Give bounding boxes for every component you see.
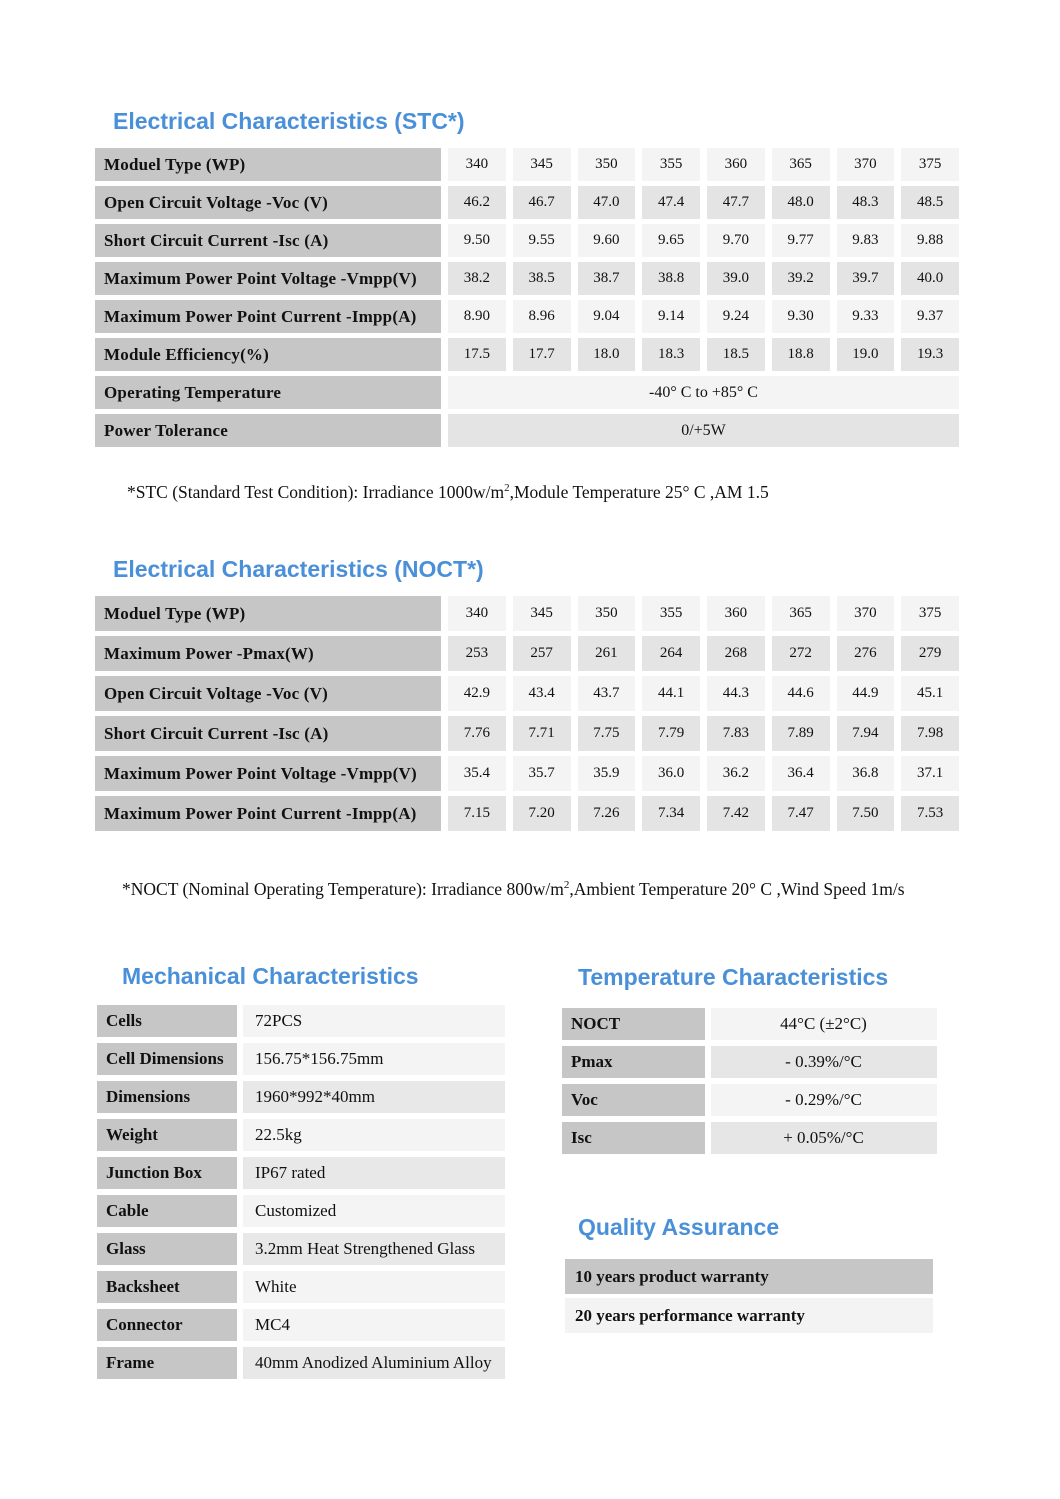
- value-cell: 7.34: [642, 796, 700, 831]
- value-cell: 35.4: [448, 756, 506, 791]
- table-row: [95, 796, 959, 831]
- value-cell: 36.4: [772, 756, 830, 791]
- value-cell: 43.7: [578, 676, 636, 711]
- table-row: [95, 148, 959, 181]
- value-cell: 19.0: [837, 338, 895, 371]
- value-cell: 7.76: [448, 716, 506, 751]
- value-cell: 48.5: [901, 186, 959, 219]
- row-label: Short Circuit Current -Isc (A): [95, 716, 441, 751]
- value-cell-spanned: -40° C to +85° C: [448, 376, 959, 409]
- value-cell: 7.50: [837, 796, 895, 831]
- noct-table: [88, 591, 966, 836]
- noct-footnote: [122, 879, 905, 900]
- value-cell: - 0.29%/°C: [711, 1084, 937, 1116]
- value-cell: 42.9: [448, 676, 506, 711]
- row-label: Frame: [97, 1347, 237, 1379]
- value-cell: 7.71: [513, 716, 571, 751]
- value-cell: 365: [772, 148, 830, 181]
- value-cell: Customized: [243, 1195, 505, 1227]
- value-cell: 38.2: [448, 262, 506, 295]
- row-label: Maximum Power Point Current -Impp(A): [95, 796, 441, 831]
- value-cell: 350: [578, 148, 636, 181]
- value-cell: 7.53: [901, 796, 959, 831]
- value-cell: IP67 rated: [243, 1157, 505, 1189]
- value-cell: 45.1: [901, 676, 959, 711]
- value-cell: 43.4: [513, 676, 571, 711]
- table-row: [95, 676, 959, 711]
- table-row: [562, 1084, 937, 1116]
- value-cell: 253: [448, 636, 506, 671]
- row-label: Maximum Power Point Voltage -Vmpp(V): [95, 262, 441, 295]
- value-cell: 8.90: [448, 300, 506, 333]
- noct-footnote-sup: 2: [563, 879, 570, 892]
- value-cell: 9.37: [901, 300, 959, 333]
- row-label: Voc: [562, 1084, 705, 1116]
- value-cell: 48.3: [837, 186, 895, 219]
- row-label: Junction Box: [97, 1157, 237, 1189]
- value-cell: 40mm Anodized Aluminium Alloy: [243, 1347, 505, 1379]
- noct-footnote-text: *NOCT (Nominal Operating Temperature): Irradiance 800w/m: [122, 879, 564, 899]
- value-cell: 47.4: [642, 186, 700, 219]
- table-row: [95, 300, 959, 333]
- row-label: Isc: [562, 1122, 705, 1154]
- table-row: [97, 1157, 505, 1189]
- stc-section-title: Electrical Characteristics (STC*): [113, 108, 465, 134]
- row-label: Moduel Type (WP): [95, 596, 441, 631]
- value-cell: 17.7: [513, 338, 571, 371]
- value-cell: 360: [707, 148, 765, 181]
- value-cell: 39.7: [837, 262, 895, 295]
- row-label: Open Circuit Voltage -Voc (V): [95, 186, 441, 219]
- value-cell: 9.14: [642, 300, 700, 333]
- value-cell: 345: [513, 596, 571, 631]
- value-cell: 38.8: [642, 262, 700, 295]
- temperature-section-title: Temperature Characteristics: [578, 964, 889, 990]
- value-cell: White: [243, 1271, 505, 1303]
- table-row: [97, 1005, 505, 1037]
- value-cell: 44.3: [707, 676, 765, 711]
- value-cell: 9.24: [707, 300, 765, 333]
- value-cell: 340: [448, 148, 506, 181]
- row-label: Short Circuit Current -Isc (A): [95, 224, 441, 257]
- stc-footnote-sup: 2: [504, 482, 510, 495]
- value-cell: 375: [901, 596, 959, 631]
- value-cell: 48.0: [772, 186, 830, 219]
- value-cell: 44.6: [772, 676, 830, 711]
- table-row: [95, 262, 959, 295]
- value-cell: 340: [448, 596, 506, 631]
- value-cell: 44°C (±2°C): [711, 1008, 937, 1040]
- value-cell: 35.9: [578, 756, 636, 791]
- value-cell: 264: [642, 636, 700, 671]
- table-row: [562, 1046, 937, 1078]
- value-cell: 72PCS: [243, 1005, 505, 1037]
- table-row: [95, 596, 959, 631]
- value-cell: 7.75: [578, 716, 636, 751]
- value-cell: 355: [642, 596, 700, 631]
- value-cell: 18.8: [772, 338, 830, 371]
- value-cell: 268: [707, 636, 765, 671]
- value-cell: 9.70: [707, 224, 765, 257]
- noct-footnote-text-2: ,Ambient Temperature 20° C ,Wind Speed 1m/s: [569, 879, 905, 899]
- value-cell: 261: [578, 636, 636, 671]
- value-cell: 9.60: [578, 224, 636, 257]
- row-label: Maximum Power -Pmax(W): [95, 636, 441, 671]
- row-label: Module Efficiency(%): [95, 338, 441, 371]
- value-cell: 9.65: [642, 224, 700, 257]
- row-label: Power Tolerance: [95, 414, 441, 447]
- mechanical-section-title: Mechanical Characteristics: [122, 963, 419, 989]
- value-cell: MC4: [243, 1309, 505, 1341]
- table-row: [97, 1347, 505, 1379]
- value-cell: 46.2: [448, 186, 506, 219]
- value-cell: 9.50: [448, 224, 506, 257]
- value-cell: 156.75*156.75mm: [243, 1043, 505, 1075]
- value-cell: 7.79: [642, 716, 700, 751]
- value-cell: 7.26: [578, 796, 636, 831]
- value-cell: 39.0: [707, 262, 765, 295]
- value-cell: - 0.39%/°C: [711, 1046, 937, 1078]
- value-cell: 276: [837, 636, 895, 671]
- row-label: Backsheet: [97, 1271, 237, 1303]
- row-label: NOCT: [562, 1008, 705, 1040]
- table-row: [562, 1008, 937, 1040]
- value-cell: 47.7: [707, 186, 765, 219]
- stc-footnote-text-2: ,Module Temperature 25° C ,AM 1.5: [509, 482, 769, 502]
- value-cell: 35.7: [513, 756, 571, 791]
- table-row: [562, 1122, 937, 1154]
- value-cell: 8.96: [513, 300, 571, 333]
- value-cell: 39.2: [772, 262, 830, 295]
- table-row: [97, 1195, 505, 1227]
- value-cell: 9.33: [837, 300, 895, 333]
- value-cell: 9.88: [901, 224, 959, 257]
- quality-section-title: Quality Assurance: [578, 1214, 780, 1240]
- value-cell: 38.5: [513, 262, 571, 295]
- warranty-item: 10 years product warranty: [565, 1259, 933, 1294]
- table-row: [95, 636, 959, 671]
- stc-footnote-text: *STC (Standard Test Condition): Irradiance 1000w/m: [127, 482, 505, 502]
- value-cell: 350: [578, 596, 636, 631]
- table-row: [95, 716, 959, 751]
- value-cell: 36.8: [837, 756, 895, 791]
- value-cell: 355: [642, 148, 700, 181]
- value-cell: 9.83: [837, 224, 895, 257]
- value-cell: 375: [901, 148, 959, 181]
- table-row: [97, 1119, 505, 1151]
- value-cell: 44.9: [837, 676, 895, 711]
- value-cell: 7.83: [707, 716, 765, 751]
- temperature-table: [556, 1002, 943, 1160]
- value-cell: 7.94: [837, 716, 895, 751]
- value-cell: 18.3: [642, 338, 700, 371]
- row-label: Weight: [97, 1119, 237, 1151]
- table-row: [97, 1271, 505, 1303]
- table-row: [95, 186, 959, 219]
- row-label: Dimensions: [97, 1081, 237, 1113]
- value-cell: 7.89: [772, 716, 830, 751]
- row-label: Pmax: [562, 1046, 705, 1078]
- value-cell: 370: [837, 148, 895, 181]
- table-row: [95, 414, 959, 447]
- row-label: Maximum Power Point Voltage -Vmpp(V): [95, 756, 441, 791]
- value-cell: 9.77: [772, 224, 830, 257]
- row-label: Cells: [97, 1005, 237, 1037]
- stc-footnote: [127, 482, 769, 503]
- stc-table: [88, 143, 966, 452]
- row-label: Moduel Type (WP): [95, 148, 441, 181]
- row-label: Open Circuit Voltage -Voc (V): [95, 676, 441, 711]
- row-label: Connector: [97, 1309, 237, 1341]
- value-cell: 9.55: [513, 224, 571, 257]
- value-cell: 38.7: [578, 262, 636, 295]
- table-row: [95, 338, 959, 371]
- value-cell: 18.0: [578, 338, 636, 371]
- value-cell: 7.98: [901, 716, 959, 751]
- value-cell-spanned: 0/+5W: [448, 414, 959, 447]
- value-cell: 9.04: [578, 300, 636, 333]
- value-cell: 18.5: [707, 338, 765, 371]
- value-cell: 47.0: [578, 186, 636, 219]
- table-row: [95, 224, 959, 257]
- row-label: Cell Dimensions: [97, 1043, 237, 1075]
- table-row: [97, 1233, 505, 1265]
- value-cell: 22.5kg: [243, 1119, 505, 1151]
- noct-section-title: Electrical Characteristics (NOCT*): [113, 556, 484, 582]
- table-row: [97, 1309, 505, 1341]
- value-cell: 279: [901, 636, 959, 671]
- warranty-item: 20 years performance warranty: [565, 1298, 933, 1333]
- value-cell: 36.0: [642, 756, 700, 791]
- value-cell: 7.20: [513, 796, 571, 831]
- value-cell: 36.2: [707, 756, 765, 791]
- value-cell: 360: [707, 596, 765, 631]
- value-cell: 17.5: [448, 338, 506, 371]
- table-row: [95, 376, 959, 409]
- value-cell: 7.47: [772, 796, 830, 831]
- table-row: [95, 756, 959, 791]
- quality-assurance-list: [565, 1259, 933, 1337]
- value-cell: 370: [837, 596, 895, 631]
- row-label: Operating Temperature: [95, 376, 441, 409]
- value-cell: 7.42: [707, 796, 765, 831]
- value-cell: 19.3: [901, 338, 959, 371]
- value-cell: 345: [513, 148, 571, 181]
- value-cell: 40.0: [901, 262, 959, 295]
- value-cell: 44.1: [642, 676, 700, 711]
- value-cell: + 0.05%/°C: [711, 1122, 937, 1154]
- value-cell: 3.2mm Heat Strengthened Glass: [243, 1233, 505, 1265]
- value-cell: 37.1: [901, 756, 959, 791]
- row-label: Glass: [97, 1233, 237, 1265]
- mechanical-table: [91, 999, 511, 1385]
- value-cell: 9.30: [772, 300, 830, 333]
- value-cell: 272: [772, 636, 830, 671]
- value-cell: 257: [513, 636, 571, 671]
- row-label: Cable: [97, 1195, 237, 1227]
- table-row: [97, 1081, 505, 1113]
- value-cell: 365: [772, 596, 830, 631]
- table-row: [97, 1043, 505, 1075]
- value-cell: 46.7: [513, 186, 571, 219]
- row-label: Maximum Power Point Current -Impp(A): [95, 300, 441, 333]
- value-cell: 7.15: [448, 796, 506, 831]
- value-cell: 1960*992*40mm: [243, 1081, 505, 1113]
